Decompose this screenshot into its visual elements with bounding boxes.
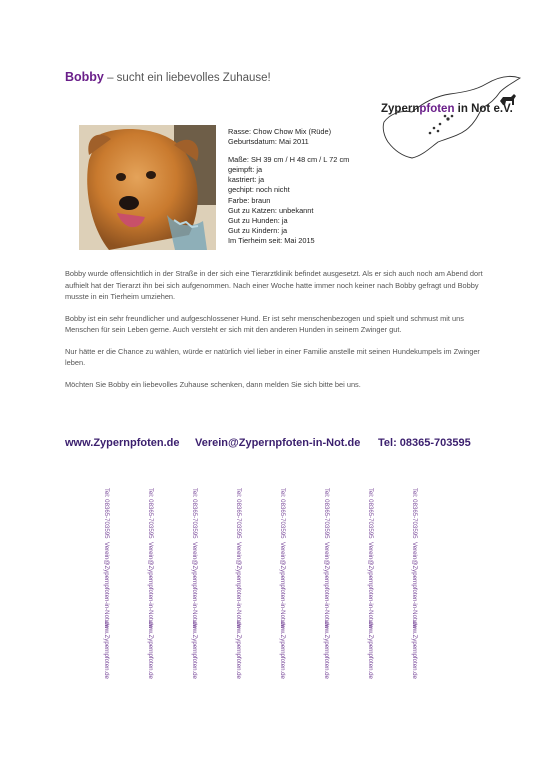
description-paragraph-1: Bobby wurde offensichtlich in der Straße in der sich eine Tierarztklinik befindet ausgesetzt. Als er sich auch noch am Abend dort aufhielt hat der Tierarzt ihn bei sich aufgenommen. Nach einer Woche hatte immer noch keiner nach Bobby gefragt und Bobby musste in ein Tierheim umziehen. — [65, 269, 483, 301]
fact-birthdate: Geburtsdatum: Mai 2011 — [228, 137, 309, 147]
fact-children: Gut zu Kindern: ja — [228, 225, 288, 235]
description-paragraph-2: Bobby ist ein sehr freundlicher und aufgeschlossener Hund. Er ist sehr menschenbezogen und spielt und schmust mit uns Menschen für sein Leben gerne. Auch versteht er sich mit den anderen Hunden in seinem Zwinger gut. — [65, 313, 464, 334]
title-tagline: – sucht ein liebevolles Zuhause! — [107, 72, 271, 84]
logo-text — [381, 103, 513, 115]
tearoff-phone: Tel: 08365-703595 — [279, 488, 286, 539]
tearoff-phone: Tel: 08365-703595 — [411, 488, 418, 539]
tearoff-strip[interactable] — [411, 488, 436, 679]
tearoff-website: www.Zypernpfoten.de — [235, 620, 242, 679]
fact-cats: Gut zu Katzen: unbekannt — [228, 205, 314, 215]
tearoff-website: www.Zypernpfoten.de — [411, 620, 418, 679]
logo-text-part2: pfoten — [419, 103, 455, 115]
dog-photo — [79, 125, 216, 250]
fact-neutered: kastriert: ja — [228, 175, 265, 185]
tearoff-strip[interactable] — [147, 488, 172, 679]
tearoff-phone: Tel: 08365-703595 — [103, 488, 110, 539]
description-paragraph-3: Nur hätte er die Chance zu wählen, würde er natürlich viel lieber in einer Familie anstelle mit seinen Hundekumpels im Zwinger leben. — [65, 346, 480, 367]
contact-phone: Tel: 08365-703595 — [378, 437, 471, 449]
logo-text-part1: Zypern — [381, 103, 420, 115]
fact-color: Farbe: braun — [228, 195, 271, 205]
contact-website[interactable]: www.Zypernpfoten.de — [65, 437, 180, 449]
tearoff-phone: Tel: 08365-703595 — [147, 488, 154, 539]
fact-dogs: Gut zu Hunden: ja — [228, 215, 288, 225]
tearoff-strip[interactable] — [279, 488, 304, 679]
description — [65, 268, 485, 400]
tearoff-website: www.Zypernpfoten.de — [279, 620, 286, 679]
dog-facts — [228, 127, 349, 246]
tearoff-strip[interactable] — [191, 488, 216, 679]
tearoff-strip[interactable] — [367, 488, 392, 679]
tearoff-phone: Tel: 08365-703595 — [367, 488, 374, 539]
description-paragraph-4: Möchten Sie Bobby ein liebevolles Zuhause schenken, dann melden Sie sich bitte bei uns. — [65, 379, 361, 389]
tearoff-phone: Tel: 08365-703595 — [191, 488, 198, 539]
fact-measurements: Maße: SH 39 cm / H 48 cm / L 72 cm — [228, 155, 350, 165]
tearoff-email: Verein@Zypernpfoten-in-Not.de — [279, 542, 286, 629]
tearoff-email: Verein@Zypernpfoten-in-Not.de — [411, 542, 418, 629]
page-title — [65, 70, 271, 84]
tearoff-email: Verein@Zypernpfoten-in-Not.de — [235, 542, 242, 629]
tearoff-website: www.Zypernpfoten.de — [323, 620, 330, 679]
tearoff-website: www.Zypernpfoten.de — [367, 620, 374, 679]
dog-name: Bobby — [65, 70, 104, 84]
tearoff-email: Verein@Zypernpfoten-in-Not.de — [191, 542, 198, 629]
tearoff-email: Verein@Zypernpfoten-in-Not.de — [103, 542, 110, 629]
tearoff-website: www.Zypernpfoten.de — [147, 620, 154, 679]
contact-email[interactable]: Verein@Zypernpfoten-in-Not.de — [195, 437, 361, 449]
tearoff-strip[interactable] — [323, 488, 348, 679]
organization-logo — [378, 72, 526, 162]
tearoff-email: Verein@Zypernpfoten-in-Not.de — [323, 542, 330, 629]
cyprus-map-icon — [378, 72, 526, 162]
tearoff-strip[interactable] — [103, 488, 128, 679]
tearoff-website: www.Zypernpfoten.de — [191, 620, 198, 679]
fact-breed: Rasse: Chow Chow Mix (Rüde) — [228, 127, 332, 136]
fact-vaccinated: geimpft: ja — [228, 165, 263, 175]
logo-text-part3: in Not e.V. — [454, 103, 513, 115]
tearoff-phone: Tel: 08365-703595 — [235, 488, 242, 539]
tearoff-phone: Tel: 08365-703595 — [323, 488, 330, 539]
fact-shelter-since: Im Tierheim seit: Mai 2015 — [228, 235, 315, 245]
tearoff-email: Verein@Zypernpfoten-in-Not.de — [367, 542, 374, 629]
fact-chipped: gechipt: noch nicht — [228, 185, 290, 195]
tearoff-strip[interactable] — [235, 488, 260, 679]
tearoff-website: www.Zypernpfoten.de — [103, 620, 110, 679]
tearoff-email: Verein@Zypernpfoten-in-Not.de — [147, 542, 154, 629]
